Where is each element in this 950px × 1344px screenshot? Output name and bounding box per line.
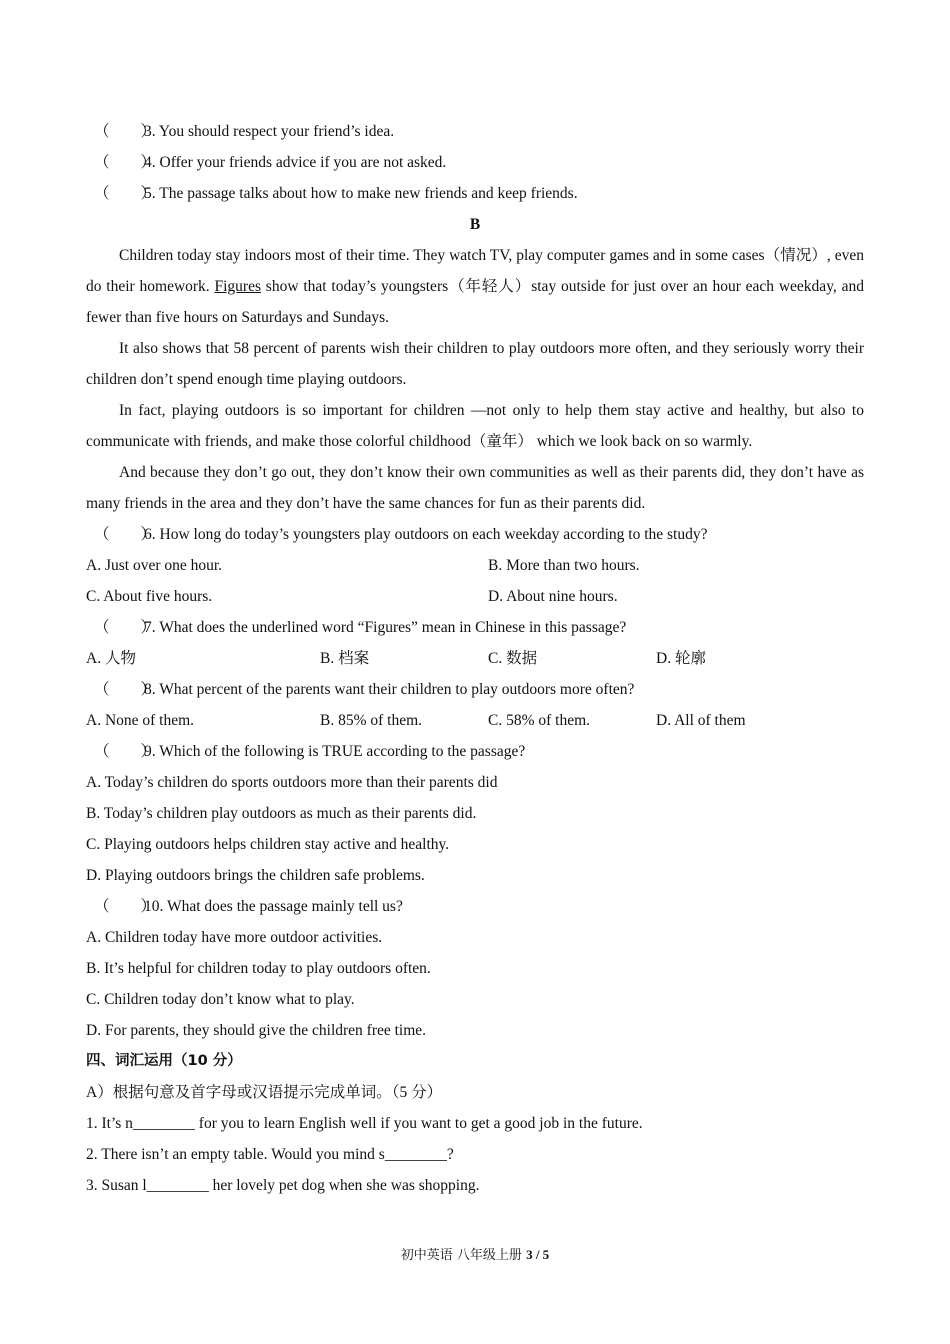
question-text: 9. Which of the following is TRUE according to the passage? bbox=[144, 743, 526, 760]
question-text: 5. The passage talks about how to make new friends and keep friends. bbox=[144, 185, 578, 202]
option-c[interactable]: C. Children today don’t know what to play. bbox=[86, 991, 355, 1008]
option-c[interactable]: C. 58% of them. bbox=[488, 712, 591, 729]
section-4a-instructions: A）根据句意及首字母或汉语提示完成单词。（5 分） bbox=[86, 1084, 443, 1101]
question-text: 10. What does the passage mainly tell us? bbox=[144, 898, 403, 915]
question-3 bbox=[86, 116, 864, 147]
question-6 bbox=[86, 519, 864, 550]
answer-bracket[interactable]: （ ） bbox=[94, 619, 157, 636]
reading-passage bbox=[86, 240, 864, 519]
vocab-item-2: 2. There isn’t an empty table. Would you mind s________? bbox=[86, 1146, 454, 1163]
passage-paragraph-1: Children today stay indoors most of their time. They watch TV, play computer games and in some cases（情况）, even do their homework. Figures show that today’s youngsters（年轻人）stay outside for just over an hour each weekday, and fewer than five hours on Saturdays and Sundays. bbox=[86, 247, 864, 326]
question-text: 4. Offer your friends advice if you are not asked. bbox=[144, 154, 447, 171]
answer-bracket[interactable]: （ ） bbox=[94, 898, 157, 915]
vocab-item-3: 3. Susan l________ her lovely pet dog when she was shopping. bbox=[86, 1177, 480, 1194]
question-7-options bbox=[86, 643, 864, 674]
answer-bracket[interactable]: （ ） bbox=[94, 743, 157, 760]
option-d[interactable]: D. Playing outdoors brings the children safe problems. bbox=[86, 867, 425, 884]
option-b[interactable]: B. It’s helpful for children today to play outdoors often. bbox=[86, 960, 431, 977]
question-4 bbox=[86, 147, 864, 178]
option-d[interactable]: D. For parents, they should give the children free time. bbox=[86, 1022, 427, 1039]
option-b[interactable]: B. More than two hours. bbox=[488, 557, 640, 574]
option-a[interactable]: A. 人物 bbox=[86, 650, 136, 667]
question-5 bbox=[86, 178, 864, 209]
option-c[interactable]: C. About five hours. bbox=[86, 588, 213, 605]
question-9 bbox=[86, 736, 864, 767]
option-d[interactable]: D. All of them bbox=[656, 712, 746, 729]
option-c[interactable]: C. Playing outdoors helps children stay active and healthy. bbox=[86, 836, 450, 853]
passage-paragraph-2: It also shows that 58 percent of parents wish their children to play outdoors more often, and they seriously worry their children don’t spend enough time playing outdoors. bbox=[86, 340, 864, 388]
option-a[interactable]: A. Today’s children do sports outdoors more than their parents did bbox=[86, 774, 498, 791]
option-b[interactable]: B. 档案 bbox=[320, 650, 370, 667]
option-d[interactable]: D. About nine hours. bbox=[488, 588, 618, 605]
footer-subject: 初中英语 八年级上册 bbox=[400, 1248, 527, 1263]
option-b[interactable]: B. Today’s children play outdoors as much as their parents did. bbox=[86, 805, 477, 822]
question-text: 7. What does the underlined word “Figures” mean in Chinese in this passage? bbox=[144, 619, 627, 636]
question-text: 3. You should respect your friend’s idea. bbox=[144, 123, 395, 140]
page-footer bbox=[0, 1244, 950, 1263]
answer-bracket[interactable]: （ ） bbox=[94, 681, 157, 698]
option-d[interactable]: D. 轮廓 bbox=[656, 650, 706, 667]
passage-paragraph-4: And because they don’t go out, they don’t know their own communities as well as their parents did, they don’t have as many friends in the area and they don’t have the same chances for fun as their parents did. bbox=[86, 464, 864, 512]
option-a[interactable]: A. Just over one hour. bbox=[86, 557, 223, 574]
page-number: 3 / 5 bbox=[526, 1247, 550, 1262]
question-6-options-row-2 bbox=[86, 581, 864, 612]
option-c[interactable]: C. 数据 bbox=[488, 650, 538, 667]
question-text: 8. What percent of the parents want their children to play outdoors more often? bbox=[144, 681, 635, 698]
underlined-word: Figures bbox=[214, 278, 261, 295]
question-6-options-row-1 bbox=[86, 550, 864, 581]
answer-bracket[interactable]: （ ） bbox=[94, 154, 157, 171]
section-b-heading: B bbox=[469, 216, 481, 233]
question-text: 6. How long do today’s youngsters play outdoors on each weekday according to the study? bbox=[144, 526, 708, 543]
answer-bracket[interactable]: （ ） bbox=[94, 123, 157, 140]
answer-bracket[interactable]: （ ） bbox=[94, 185, 157, 202]
vocab-item-1: 1. It’s n________ for you to learn English well if you want to get a good job in the future. bbox=[86, 1115, 643, 1132]
question-10 bbox=[86, 891, 864, 922]
passage-paragraph-3: In fact, playing outdoors is so important for children —not only to help them stay active and healthy, but also to communicate with friends, and make those colorful childhood（童年） which we look back on so warmly. bbox=[86, 402, 864, 450]
option-a[interactable]: A. None of them. bbox=[86, 712, 195, 729]
question-8 bbox=[86, 674, 864, 705]
answer-bracket[interactable]: （ ） bbox=[94, 526, 157, 543]
section-4-title: 四、词汇运用（10 分） bbox=[86, 1053, 242, 1069]
question-7 bbox=[86, 612, 864, 643]
option-a[interactable]: A. Children today have more outdoor activities. bbox=[86, 929, 383, 946]
exam-page bbox=[86, 116, 864, 1201]
option-b[interactable]: B. 85% of them. bbox=[320, 712, 423, 729]
question-8-options bbox=[86, 705, 864, 736]
